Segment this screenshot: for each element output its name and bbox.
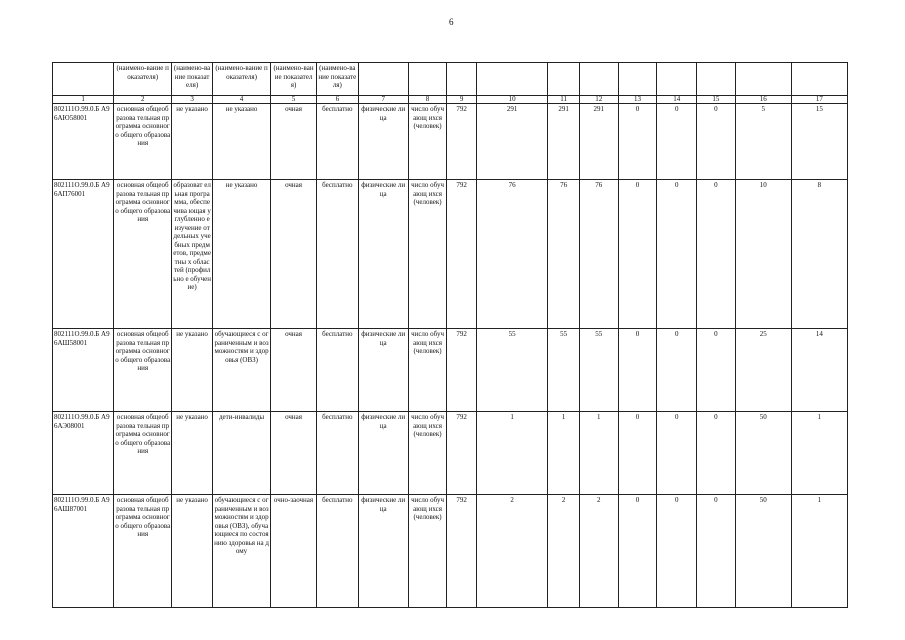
column-number: 9 bbox=[447, 96, 477, 104]
table-cell: очная bbox=[271, 104, 317, 180]
table-cell: бесплатно bbox=[316, 412, 358, 495]
table-cell: не указано bbox=[213, 180, 271, 329]
table-cell: 8 bbox=[791, 180, 847, 329]
table-cell: 291 bbox=[476, 104, 547, 180]
column-number: 7 bbox=[358, 96, 408, 104]
table-cell: 1 bbox=[791, 495, 847, 608]
table-row bbox=[53, 180, 848, 329]
page-number: 6 bbox=[449, 17, 454, 27]
table-cell: 50 bbox=[735, 412, 791, 495]
table-cell: число обучающ ихся (человек) bbox=[408, 180, 447, 329]
header-cell bbox=[657, 63, 697, 96]
table-cell: 0 bbox=[697, 180, 736, 329]
table-cell: 0 bbox=[697, 412, 736, 495]
table-cell: 0 bbox=[618, 104, 657, 180]
header-cell: (наимено-вание показателя) bbox=[271, 63, 317, 96]
column-number: 10 bbox=[476, 96, 547, 104]
table-cell: обучающиеся с ограниченным и возможностям и здоровья (ОВЗ) bbox=[213, 329, 271, 412]
table-cell: 0 bbox=[657, 495, 697, 608]
table-cell: 792 bbox=[447, 412, 477, 495]
table-cell: основная общеобразова тельная программа основного общего образования bbox=[114, 180, 172, 329]
table-cell: 55 bbox=[548, 329, 580, 412]
table-cell: 76 bbox=[476, 180, 547, 329]
column-number: 14 bbox=[657, 96, 697, 104]
table-cell: 0 bbox=[657, 329, 697, 412]
table-cell: очная bbox=[271, 180, 317, 329]
table-row bbox=[53, 495, 848, 608]
table-cell: 76 bbox=[548, 180, 580, 329]
table-cell: 15 bbox=[791, 104, 847, 180]
table-cell: физические лица bbox=[358, 104, 408, 180]
table-cell: основная общеобразова тельная программа основного общего образования bbox=[114, 329, 172, 412]
header-cell bbox=[358, 63, 408, 96]
table-cell: 792 bbox=[447, 495, 477, 608]
column-number: 15 bbox=[697, 96, 736, 104]
registry-code: 802111О.99.0.Б А96АШ87001 bbox=[53, 495, 114, 608]
table-cell: 0 bbox=[697, 104, 736, 180]
table-cell: бесплатно bbox=[316, 329, 358, 412]
table-cell: 0 bbox=[618, 412, 657, 495]
registry-code: 802111О.99.0.Б А96АП76001 bbox=[53, 180, 114, 329]
table-cell: число обучающ ихся (человек) bbox=[408, 329, 447, 412]
table-cell: 291 bbox=[579, 104, 618, 180]
table-cell: 1 bbox=[548, 412, 580, 495]
table-cell: 792 bbox=[447, 329, 477, 412]
table-cell: 10 bbox=[735, 180, 791, 329]
table-cell: число обучающ ихся (человек) bbox=[408, 495, 447, 608]
header-cell bbox=[548, 63, 580, 96]
table-cell: обучающиеся с ограниченным и возможностям и здоровья (ОВЗ), обучающиеся по состоянию здоровья на дому bbox=[213, 495, 271, 608]
header-cell: (наимено-вание показателя) bbox=[114, 63, 172, 96]
header-cell bbox=[791, 63, 847, 96]
column-number-row bbox=[53, 96, 848, 104]
header-cell bbox=[53, 63, 114, 96]
table-cell: физические лица bbox=[358, 180, 408, 329]
header-row bbox=[53, 63, 848, 96]
table-cell: бесплатно bbox=[316, 104, 358, 180]
column-number: 1 bbox=[53, 96, 114, 104]
table-cell: 0 bbox=[618, 495, 657, 608]
column-number: 3 bbox=[172, 96, 213, 104]
table-cell: физические лица bbox=[358, 329, 408, 412]
registry-code: 802111О.99.0.Б А96АЮ58001 bbox=[53, 104, 114, 180]
table-cell: 2 bbox=[548, 495, 580, 608]
table-row bbox=[53, 329, 848, 412]
table-cell: 0 bbox=[657, 412, 697, 495]
header-cell bbox=[447, 63, 477, 96]
column-number: 16 bbox=[735, 96, 791, 104]
table-cell: 0 bbox=[657, 180, 697, 329]
table-cell: 0 bbox=[697, 495, 736, 608]
header-cell: (наимено-вание показателя) bbox=[172, 63, 213, 96]
table-cell: число обучающ ихся (человек) bbox=[408, 412, 447, 495]
table-cell: очная bbox=[271, 329, 317, 412]
table-cell: 1 bbox=[579, 412, 618, 495]
column-number: 13 bbox=[618, 96, 657, 104]
registry-code: 802111О.99.0.Б А96АШ58001 bbox=[53, 329, 114, 412]
table-cell: 14 bbox=[791, 329, 847, 412]
table-cell: 25 bbox=[735, 329, 791, 412]
table-cell: 792 bbox=[447, 180, 477, 329]
table-cell: дети-инвалиды bbox=[213, 412, 271, 495]
table-cell: 0 bbox=[697, 329, 736, 412]
column-number: 8 bbox=[408, 96, 447, 104]
header-cell bbox=[697, 63, 736, 96]
table-row bbox=[53, 104, 848, 180]
column-number: 2 bbox=[114, 96, 172, 104]
column-number: 12 bbox=[579, 96, 618, 104]
table-cell: бесплатно bbox=[316, 495, 358, 608]
table-cell: не указано bbox=[213, 104, 271, 180]
column-number: 5 bbox=[271, 96, 317, 104]
table-cell: 1 bbox=[791, 412, 847, 495]
services-table bbox=[52, 62, 848, 608]
table-cell: основная общеобразова тельная программа основного общего образования bbox=[114, 104, 172, 180]
table-cell: не указано bbox=[172, 412, 213, 495]
table-cell: основная общеобразова тельная программа основного общего образования bbox=[114, 412, 172, 495]
table-cell: 5 bbox=[735, 104, 791, 180]
column-number: 11 bbox=[548, 96, 580, 104]
table-cell: 2 bbox=[476, 495, 547, 608]
table-cell: бесплатно bbox=[316, 180, 358, 329]
table-cell: 0 bbox=[657, 104, 697, 180]
table-cell: физические лица bbox=[358, 412, 408, 495]
table-cell: основная общеобразова тельная программа основного общего образования bbox=[114, 495, 172, 608]
column-number: 17 bbox=[791, 96, 847, 104]
header-cell: (наимено-вание показателя) bbox=[213, 63, 271, 96]
table-cell: 50 bbox=[735, 495, 791, 608]
table-cell: число обучающ ихся (человек) bbox=[408, 104, 447, 180]
table-cell: не указано bbox=[172, 329, 213, 412]
table-cell: 2 bbox=[579, 495, 618, 608]
table-cell: 0 bbox=[618, 180, 657, 329]
table-cell: 291 bbox=[548, 104, 580, 180]
registry-code: 802111О.99.0.Б А96АЭ08001 bbox=[53, 412, 114, 495]
header-cell bbox=[579, 63, 618, 96]
column-number: 6 bbox=[316, 96, 358, 104]
header-cell bbox=[476, 63, 547, 96]
table-cell: 76 bbox=[579, 180, 618, 329]
table-cell: 1 bbox=[476, 412, 547, 495]
table-cell: 792 bbox=[447, 104, 477, 180]
table-cell: 55 bbox=[476, 329, 547, 412]
column-number: 4 bbox=[213, 96, 271, 104]
table-cell: не указано bbox=[172, 104, 213, 180]
header-cell: (наимено-вание показателя) bbox=[316, 63, 358, 96]
table-cell: физические лица bbox=[358, 495, 408, 608]
header-cell bbox=[408, 63, 447, 96]
header-cell bbox=[735, 63, 791, 96]
table-cell: не указано bbox=[172, 495, 213, 608]
table-cell: 55 bbox=[579, 329, 618, 412]
table-cell: 0 bbox=[618, 329, 657, 412]
table-cell: образоват ельная программа, обеспечива ющая углубленно е изучение отдельных учебных предметов, предметны х областей (профильно е обучение) bbox=[172, 180, 213, 329]
table-cell: очно-заочная bbox=[271, 495, 317, 608]
table-row bbox=[53, 412, 848, 495]
header-cell bbox=[618, 63, 657, 96]
table-cell: очная bbox=[271, 412, 317, 495]
